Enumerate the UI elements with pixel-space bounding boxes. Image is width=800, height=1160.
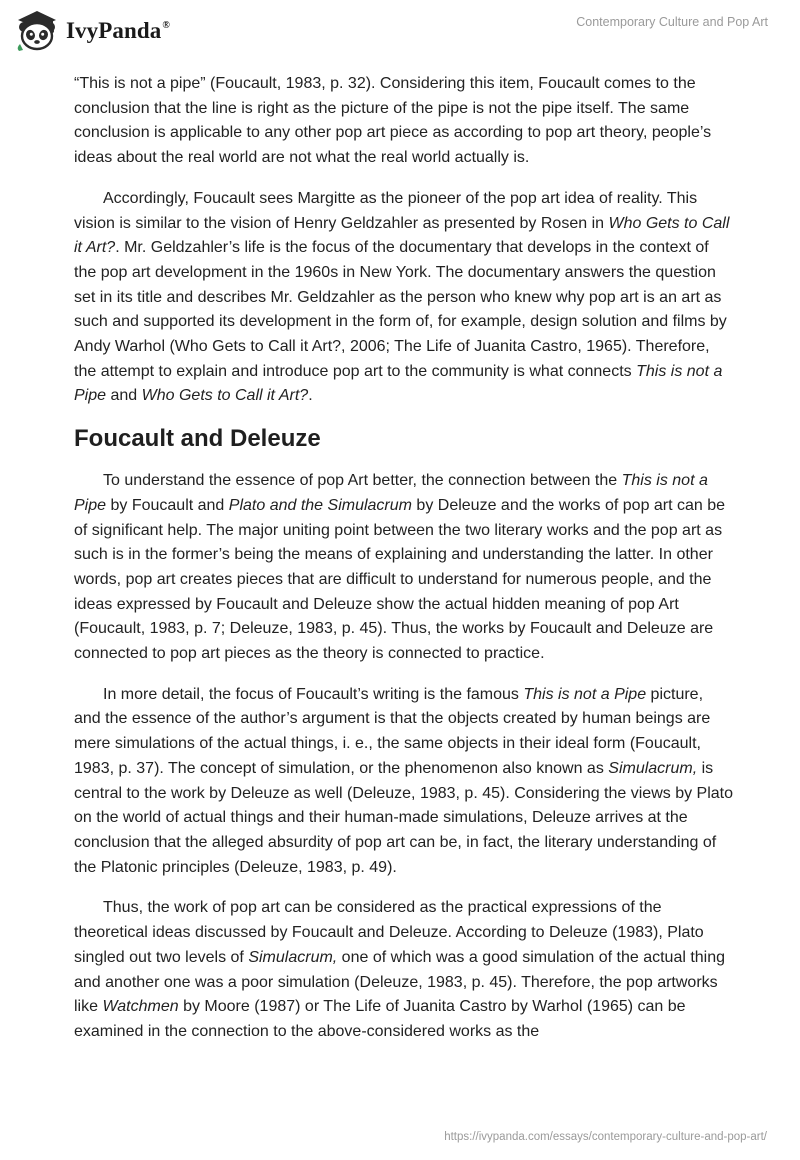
essay-body (74, 72, 734, 1061)
registered-mark: ® (162, 20, 170, 31)
italic-title: Plato and the Simulacrum (228, 496, 412, 514)
paragraph-3-text: by Foucault and (106, 496, 229, 514)
italic-title: This is not a Pipe (74, 472, 708, 514)
paragraph-5 (74, 896, 734, 1044)
italic-title: Who Gets to Call it Art? (141, 387, 309, 405)
italic-term: Simulacrum, (608, 759, 698, 777)
brand-name-text: IvyPanda (66, 18, 162, 43)
paragraph-5-text: by Moore (1987) or The Life of Juanita Castro by Warhol (1965) can be examined in the connection to the above-considered works as the (74, 998, 686, 1040)
paragraph-3-text: by Deleuze and the works of pop art can be of significant help. The major uniting point between the two literary works and the pop art as such is in the former’s being the means of explaining and understanding the latter. In other words, pop art creates pieces that are difficult to understand for numerous people, and the ideas expressed by Foucault and Deleuze show the actual hidden meaning of pop Art (Foucault, 1983, p. 7; Deleuze, 1983, p. 45). Thus, the works by Foucault and Deleuze are connected to pop art pieces as the theory is connected to practice. (74, 496, 726, 663)
brand-name (66, 18, 170, 44)
document-title: Contemporary Culture and Pop Art (576, 15, 768, 29)
italic-title: Watchmen (102, 998, 179, 1016)
paragraph-4-text: picture, and the essence of the author’s argument is that the objects created by human beings are mere simulations of the actual things, i. e., the same objects in their ideal form (Foucault, 1983, p. 37). The concept of simulation, or the phenomenon also known as (74, 685, 711, 777)
italic-title: This is not a Pipe (523, 685, 647, 703)
paragraph-2-text: . Mr. Geldzahler’s life is the focus of the documentary that develops in the context of the pop art development in the 1960s in New York. The documentary answers the question set in its title and describes Mr. Geldzahler as the person who knew why pop art is an art as such and supported its development in the form of, for example, design solution and films by Andy Warhol (Who Gets to Call it Art?, 2006; The Life of Juanita Castro, 1965). Therefore, the attempt to explain and introduce pop art to the community is what connects (74, 239, 727, 380)
paragraph-2-text: . (308, 387, 313, 405)
paragraph-2-text: and (106, 387, 142, 405)
italic-term: Simulacrum, (248, 948, 338, 966)
paragraph-3 (74, 469, 734, 667)
paragraph-5-text: one of which was a good simulation of the actual thing and another one was a poor simulation (Deleuze, 1983, p. 45). Therefore, the pop artworks like (74, 948, 726, 1016)
paragraph-4-text: In more detail, the focus of Foucault’s writing is the famous (103, 685, 524, 703)
source-url[interactable]: https://ivypanda.com/essays/contemporary-culture-and-pop-art/ (444, 1131, 767, 1143)
logo[interactable] (14, 8, 170, 52)
paragraph-4-text: is central to the work by Deleuze as well (Deleuze, 1983, p. 45). Considering the views by Plato on the world of actual things and their human-made simulations, Deleuze arrives at the conclusion that the alleged absurdity of pop art can be, in fact, the literary understanding of the Platonic principles (Deleuze, 1983, p. 49). (74, 759, 734, 876)
paragraph-1: “This is not a pipe” (Foucault, 1983, p. 32). Considering this item, Foucault comes to the conclusion that the line is right as the picture of the pipe is not the pipe itself. The same conclusion is applicable to any other pop art piece as according to pop art theory, people’s ideas about the real world are not what the real world actually is. (74, 75, 712, 167)
paragraph-4 (74, 683, 734, 881)
section-heading: Foucault and Deleuze (74, 425, 321, 453)
italic-title: This is not a Pipe (74, 362, 723, 405)
paragraph-3-text: To understand the essence of pop Art better, the connection between the (103, 472, 622, 490)
panda-graduate-icon (14, 8, 60, 52)
italic-title: Who Gets to Call it Art? (74, 214, 730, 257)
paragraph-2 (74, 187, 734, 409)
page-header (0, 0, 800, 70)
paragraph-2-text: Accordingly, Foucault sees Margitte as the pioneer of the pop art idea of reality. This vision is similar to the vision of Henry Geldzahler as presented by Rosen in (74, 189, 698, 232)
paragraph-5-text: Thus, the work of pop art can be considered as the practical expressions of the theoretical ideas discussed by Foucault and Deleuze. According to Deleuze (1983), Plato singled out two levels of (74, 899, 704, 966)
